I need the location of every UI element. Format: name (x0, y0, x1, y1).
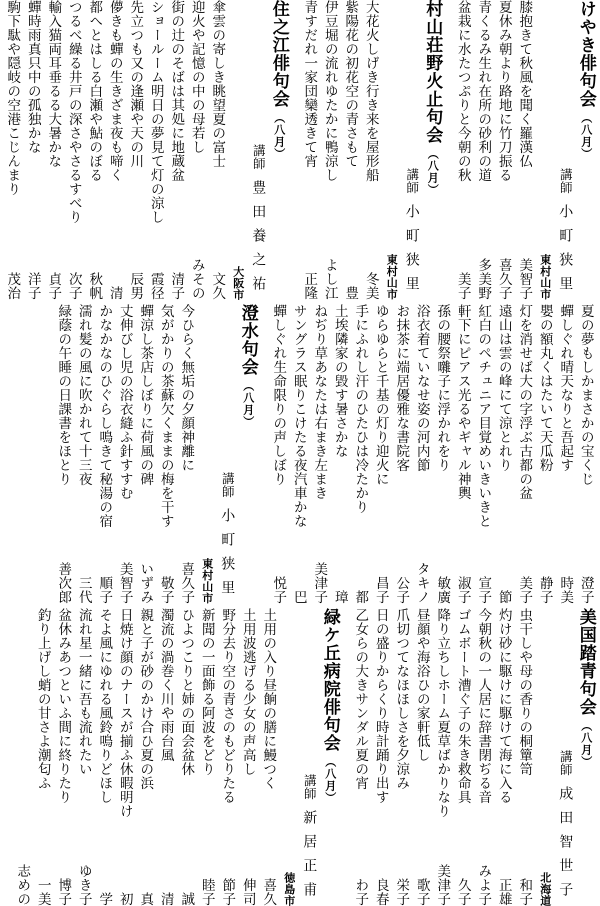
haiku-column (187, 0, 208, 300)
haiku-author: 睦子 (198, 878, 215, 906)
haiku-column (156, 608, 177, 906)
haiku-verse: 盆休みあつといふ間に終りたり (55, 608, 72, 804)
haiku-verse: 青くるみ生れ在所の砂利の道 (475, 0, 492, 182)
lecturer-city (535, 0, 556, 300)
haiku-verse: 新聞の一面飾る阿波をどり (198, 608, 215, 776)
lecturer-name: 小町狭里 (403, 204, 420, 300)
haiku-column (105, 0, 126, 300)
group-month: （八月） (323, 756, 337, 804)
haiku-author: 博子 (55, 878, 72, 906)
haiku-column (350, 608, 371, 906)
haiku-author: タキノ (413, 562, 430, 604)
haiku-column (371, 608, 392, 906)
city-text: 大阪市 (231, 265, 245, 300)
haiku-author: 節子 (219, 878, 236, 906)
haiku-author: 敬子 (157, 576, 174, 604)
lecturer-label: 講師 (558, 168, 574, 194)
haiku-author: みその (188, 258, 205, 300)
haiku-author: 志めの (14, 864, 31, 906)
section-gap (340, 608, 350, 906)
haiku-verse: 駒下駄や隠岐の空港こじんまり (4, 0, 21, 196)
haiku-author: 節 (495, 590, 512, 604)
haiku-column (53, 608, 74, 906)
haiku-verse: 日焼け顔のナースが揃ふ休暇明け (116, 608, 133, 818)
haiku-author: 巴 (290, 590, 307, 604)
haiku-column (350, 304, 371, 604)
haiku-author: 学 (96, 892, 113, 906)
haiku-author: 美津子 (434, 864, 451, 906)
haiku-column (514, 608, 535, 906)
haiku-author: 和子 (516, 878, 533, 906)
haiku-verse: 釣り上げし蛸の甘さよ潮匂ふ (34, 608, 51, 790)
group-month: （八月） (241, 380, 255, 428)
lecturer (402, 0, 423, 300)
haiku-verse: 蟬しぐれ生命限りの声しぼり (270, 304, 287, 486)
haiku-author: 正隆 (301, 272, 318, 300)
haiku-verse: 流れ星一緒に吾も流れたい (75, 608, 92, 776)
haiku-column (268, 304, 289, 604)
haiku-author: 多美野 (475, 258, 492, 300)
haiku-column (207, 0, 228, 300)
lecturer-city (228, 0, 249, 300)
haiku-column (473, 0, 494, 300)
haiku-verse: 紅白のペチュニア目覚めいきいきと (475, 304, 492, 528)
haiku-column (514, 0, 535, 300)
haiku-column (74, 304, 95, 604)
haiku-author: 豊 (342, 286, 359, 300)
haiku-author: 次子 (65, 272, 82, 300)
haiku-author: 良春 (372, 878, 389, 906)
lecturer (555, 608, 576, 906)
haiku-verse: 濡れ髪の風に吹かれて十三夜 (75, 304, 92, 486)
lecturer-name: 小町狭里 (219, 508, 236, 604)
haiku-author: 辰男 (127, 272, 144, 300)
haiku-verse: 膝抱きて秋風を聞く羅漢仏 (516, 0, 533, 168)
haiku-verse: 気がかりの茶蘇欠くままの梅を干す (157, 304, 174, 528)
lecturer-name: 新居正甫 (301, 810, 318, 906)
haiku-verse: 盆栽に水たつぷりと今朝の秋 (454, 0, 471, 182)
haiku-verse: 丈伸びし児の浴衣縫ふ針すすむ (116, 304, 133, 500)
section-gap (289, 0, 299, 300)
haiku-verse: 大花火しげき行き来を屋形船 (362, 0, 379, 182)
group-title (238, 304, 259, 604)
group-name: 村山荘野火止句会 (422, 0, 443, 144)
haiku-column (64, 0, 85, 300)
haiku-author: 秋帆 (86, 272, 103, 300)
haiku-author: 貞子 (45, 272, 62, 300)
haiku-verse: 蟬しぐれ晴天なりと吾起す (557, 304, 574, 472)
city-text: 北海道 (538, 871, 552, 906)
haiku-column (197, 608, 218, 906)
haiku-verse: 都へとはしる白瀬や鮎のぼる (86, 0, 103, 182)
haiku-author: 璋 (331, 590, 348, 604)
haiku-column (289, 304, 310, 604)
haiku-author: 清 (106, 286, 123, 300)
haiku-verse: 灼け砂に駆けに駆けて海に入る (495, 608, 512, 804)
group-title (576, 0, 597, 300)
haiku-author: 美子 (516, 576, 533, 604)
haiku-author: 歌子 (413, 878, 430, 906)
tier-1 (4, 0, 596, 300)
haiku-verse: 嬰の額丸くはたいて天瓜粉 (536, 304, 553, 472)
haiku-verse: 緑蔭の午睡の日課書をほとり (55, 304, 72, 486)
haiku-column (494, 304, 515, 604)
haiku-verse: 親と子が砂のかけ合ひ夏の浜 (137, 608, 154, 790)
haiku-verse: 昼顔や海浴ひの家軒低し (413, 608, 430, 762)
haiku-verse: つるべ繰る井戸の深さやさるすべり (65, 0, 82, 224)
lecturer-city (535, 608, 556, 906)
haiku-author: 喜久子 (178, 562, 195, 604)
haiku-column (340, 0, 361, 300)
group-title (320, 608, 341, 906)
haiku-verse: 街の辻のそばは其処に地蔵盆 (168, 0, 185, 182)
group-month: （八月） (579, 112, 593, 160)
haiku-author: 真 (137, 892, 154, 906)
haiku-column (166, 0, 187, 300)
haiku-column (115, 608, 136, 906)
haiku-author: 美子 (454, 272, 471, 300)
haiku-column (473, 608, 494, 906)
haiku-author: 昌子 (372, 576, 389, 604)
haiku-author: 美津子 (311, 562, 328, 604)
haiku-verse: 蟬時雨真只中の孤独かな (24, 0, 41, 154)
haiku-column (12, 608, 33, 906)
haiku-column (453, 0, 474, 300)
haiku-verse: 濁流の渦巻く川や雨台風 (157, 608, 174, 762)
haiku-verse: ねぢり草あなたは右まき左まき (311, 304, 328, 500)
haiku-author: 都 (352, 590, 369, 604)
group-title (576, 608, 597, 906)
haiku-column (2, 0, 23, 300)
haiku-verse: 土用の入り昼餉の膳に鰻つく (260, 608, 277, 790)
haiku-column (299, 0, 320, 300)
haiku-author: 喜久 (260, 878, 277, 906)
haiku-verse: 迎火や記憶の中の母若し (188, 0, 205, 154)
haiku-column (33, 608, 54, 906)
group-name: けやき俳句会 (575, 0, 596, 108)
city-text: 徳島市 (282, 871, 296, 906)
haiku-author: 順子 (96, 576, 113, 604)
haiku-verse: 儚きも蟬の生きざま夜も啼く (106, 0, 123, 182)
haiku-verse: サングラス眠りこけたる夜汽車かな (290, 304, 307, 528)
haiku-column (494, 0, 515, 300)
group-month: （八月） (272, 112, 286, 160)
haiku-column (412, 608, 433, 906)
haiku-verse: ショールーム明日の夢見て灯の涼し (147, 0, 164, 224)
haiku-verse: ゆらゆらと千基の灯り迎火に (372, 304, 389, 486)
haiku-verse: 土埃隣家の毀す暑さかな (331, 304, 348, 458)
haiku-author: 伸司 (239, 878, 256, 906)
lecturer-label: 講師 (302, 774, 318, 800)
group-month: （八月） (426, 148, 440, 196)
haiku-author: ゆき子 (75, 864, 92, 906)
haiku-column (473, 304, 494, 604)
tier-3 (4, 608, 596, 906)
haiku-column (43, 0, 64, 300)
lecturer (299, 608, 320, 906)
haiku-author: いずみ (137, 562, 154, 604)
lecturer-label: 講師 (251, 144, 267, 170)
haiku-author: 悦子 (270, 576, 287, 604)
haiku-column (432, 304, 453, 604)
haiku-author: 時美 (557, 576, 574, 604)
haiku-author: 喜久子 (495, 258, 512, 300)
haiku-author: 公子 (393, 576, 410, 604)
haiku-column (514, 304, 535, 604)
haiku-verse: かなかなのひぐらし鳴きて秘湯の宿 (96, 304, 113, 528)
haiku-author: 霞径 (147, 272, 164, 300)
haiku-author: 洋子 (24, 272, 41, 300)
haiku-column (23, 0, 44, 300)
haiku-verse: 軒下にピアス光るやギャル神輿 (454, 304, 471, 500)
haiku-verse: 輸入猫両耳垂るる大暑かな (45, 0, 62, 168)
haiku-verse: 降り立ちしホーム夏草ばかりなり (434, 608, 451, 818)
haiku-column (176, 304, 197, 604)
haiku-column (309, 304, 330, 604)
section-gap (258, 304, 268, 604)
haiku-column (391, 608, 412, 906)
city-text: 東村山市 (538, 254, 552, 300)
haiku-author: 静子 (536, 576, 553, 604)
haiku-column (361, 0, 382, 300)
group-name: 澄水句会 (237, 304, 258, 376)
haiku-verse: 先立つも又の逢瀬や天の川 (127, 0, 144, 168)
group-title (269, 0, 290, 300)
haiku-author: 久子 (454, 878, 471, 906)
haiku-column (535, 304, 556, 604)
haiku-verse: 夏休み朝より路地に竹刀振る (495, 0, 512, 182)
haiku-verse: 紫陽花の初花空の青さもて (342, 0, 359, 168)
haiku-column (453, 304, 474, 604)
haiku-column (146, 0, 167, 300)
haiku-column (94, 608, 115, 906)
haiku-verse: 手にふれし汗のひたひは冷たかり (352, 304, 369, 514)
city-text: 東村山市 (200, 558, 214, 604)
haiku-column (412, 304, 433, 604)
lecturer-name: 小町狭里 (557, 204, 574, 300)
haiku-column (330, 304, 351, 604)
lecturer-name: 成田智世子 (557, 786, 574, 906)
haiku-verse: 爪切つてなほほしさを夕涼み (393, 608, 410, 790)
haiku-column (258, 608, 279, 906)
haiku-author: 敏廣 (434, 576, 451, 604)
haiku-author: 善次郎 (55, 562, 72, 604)
haiku-column (238, 608, 259, 906)
haiku-column (371, 304, 392, 604)
haiku-verse: 今朝秋の一人居に辞書閉ぢる音 (475, 608, 492, 804)
haiku-verse: 夏の夢もしかまさかの宝くじ (577, 304, 594, 486)
haiku-column (135, 304, 156, 604)
haiku-verse: ひよつこりと姉の面会盆休 (178, 608, 195, 776)
haiku-verse: 伊豆堀の流れゆたかに鴨涼し (321, 0, 338, 182)
haiku-verse: 野分去り空の青さのもどりたる (219, 608, 236, 804)
section-gap (443, 0, 453, 300)
lecturer-city (279, 608, 300, 906)
group-title (422, 0, 443, 300)
haiku-verse: ゴムボート漕ぐ子の朱き救命具 (454, 608, 471, 804)
lecturer-label: 講師 (404, 168, 420, 194)
haiku-verse: 青すだれ一家団欒透きて宵 (301, 0, 318, 168)
haiku-author: 文久 (209, 272, 226, 300)
haiku-verse: 孫の腰祭囃子に浮かれをり (434, 304, 451, 472)
lecturer (248, 0, 269, 300)
haiku-author: 澄子 (577, 576, 594, 604)
haiku-column (125, 0, 146, 300)
haiku-author: みよ子 (475, 864, 492, 906)
haiku-verse: 遠山は雲の峰にて涼とれり (495, 304, 512, 472)
haiku-column (320, 0, 341, 300)
haiku-author: 茂治 (4, 272, 21, 300)
haiku-column (391, 304, 412, 604)
haiku-verse: 灯を消せば大の字浮ぶ古都の盆 (516, 304, 533, 500)
lecturer-name: 豊田養之祐 (250, 180, 267, 300)
city-text: 東村山市 (385, 254, 399, 300)
haiku-column (576, 304, 597, 604)
haiku-verse: お抹茶に端居優雅な書院客 (393, 304, 410, 472)
haiku-column (494, 608, 515, 906)
haiku-column (84, 0, 105, 300)
haiku-author: 初 (116, 892, 133, 906)
haiku-author: 清子 (168, 272, 185, 300)
haiku-verse: 虫干しや母の香りの桐簞笥 (516, 608, 533, 776)
haiku-author: 清 (157, 892, 174, 906)
haiku-column (156, 304, 177, 604)
group-name: 緑ケ丘病院俳句会 (319, 608, 340, 752)
lecturer-city (381, 0, 402, 300)
haiku-column (453, 608, 474, 906)
haiku-verse: 乙女らの大きサンダル夏の宵 (352, 608, 369, 790)
haiku-author: 三代 (75, 576, 92, 604)
group-name: 美国踏青句会 (575, 608, 596, 716)
lecturer (217, 304, 238, 604)
haiku-author: 宣子 (475, 576, 492, 604)
haiku-author: 一美 (34, 878, 51, 906)
haiku-verse: そよ風にゆれる風鈴鳴りどほし (96, 608, 113, 804)
haiku-column (135, 608, 156, 906)
haiku-verse: 日の盛りからくり時計踊り出す (372, 608, 389, 804)
haiku-column (176, 608, 197, 906)
haiku-author: 誠 (178, 892, 195, 906)
haiku-column (53, 304, 74, 604)
haiku-author: 美智子 (116, 562, 133, 604)
haiku-column (217, 608, 238, 906)
haiku-column (94, 304, 115, 604)
haiku-author: 冬美 (362, 272, 379, 300)
haiku-author: よし江 (321, 258, 338, 300)
group-name: 住之江俳句会 (268, 0, 289, 108)
haiku-author: 淑子 (454, 576, 471, 604)
tier-2 (4, 304, 596, 604)
lecturer-label: 講師 (558, 750, 574, 776)
haiku-author: 栄子 (393, 878, 410, 906)
haiku-verse: 土用波逃げる少女の声高し (239, 608, 256, 776)
lecturer-label: 講師 (220, 472, 236, 498)
haiku-author: 正雄 (495, 878, 512, 906)
haiku-column (555, 304, 576, 604)
haiku-verse: 浴衣着ていなせ姿の河内節 (413, 304, 430, 472)
haiku-verse: 傘雲の寄しき眺望夏の富士 (209, 0, 226, 168)
haiku-column (115, 304, 136, 604)
haiku-verse: 今ひらく無垢の夕顔神離に (178, 304, 195, 472)
haiku-verse: 蟬涼し茶店しぼりに荷風の碑 (137, 304, 154, 486)
lecturer (555, 0, 576, 300)
haiku-column (432, 608, 453, 906)
group-month: （八月） (579, 720, 593, 768)
lecturer-city (197, 304, 218, 604)
haiku-column (74, 608, 95, 906)
haiku-author: わ子 (352, 878, 369, 906)
haiku-author: 美智子 (516, 258, 533, 300)
